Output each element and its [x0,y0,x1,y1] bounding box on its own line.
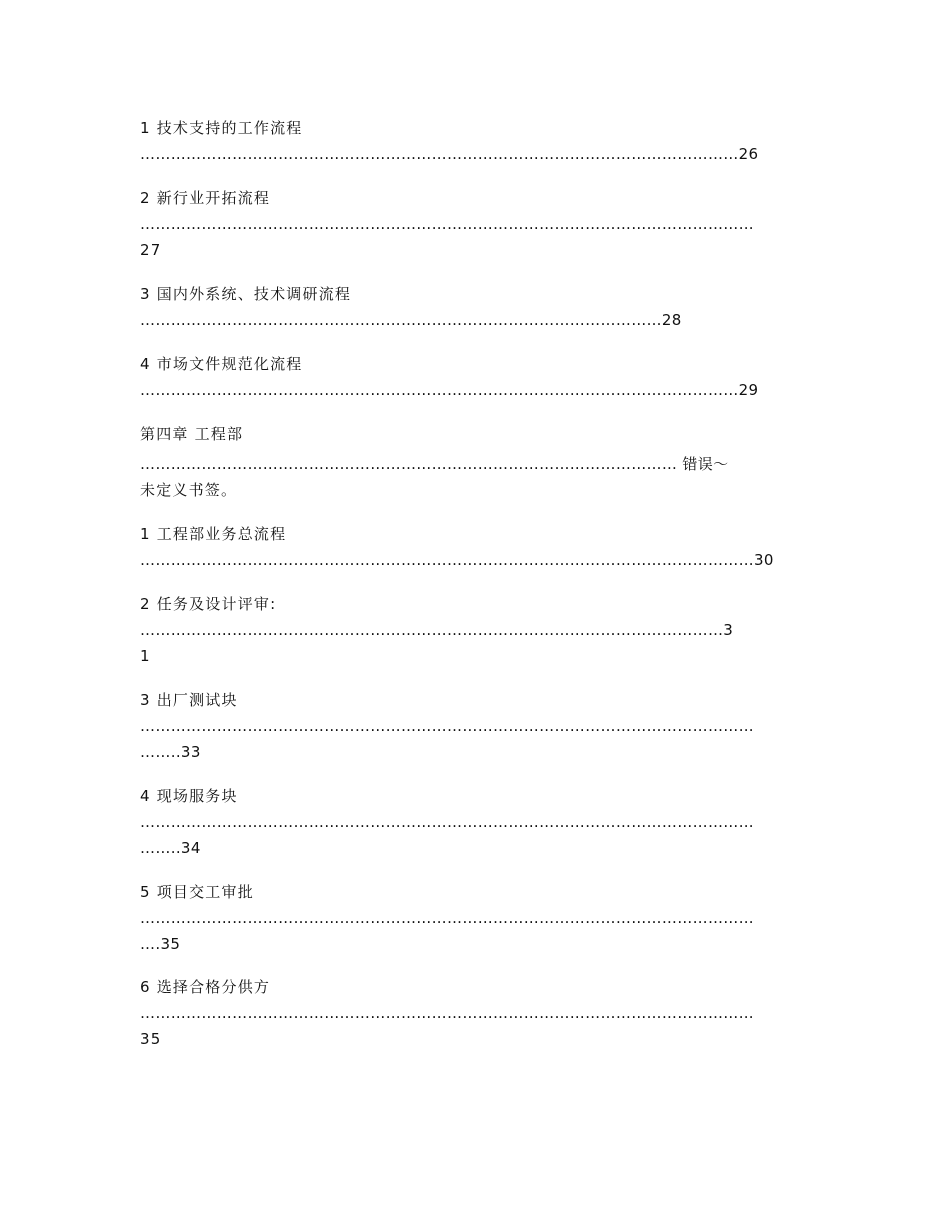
toc-leader: ……………………………………………………………………………………………………3 [140,621,734,639]
toc-page-number: ….35 [140,935,181,953]
toc-title: 5 项目交工审批 [140,883,254,901]
toc-page-number: ……..33 [140,743,201,761]
toc-title: 4 现场服务块 [140,787,238,805]
toc-leader: ………………………………………………………………………………………………………29 [140,381,759,399]
toc-leader: …………………………………………………………………………………………28 [140,311,682,329]
toc-page-number: 35 [140,1030,162,1048]
toc-title: 1 工程部业务总流程 [140,525,287,543]
toc-leader: …………………………………………………………………………………………………………30 [140,551,774,569]
toc-leader: ………………………………………………………………………………………………………… [140,909,754,927]
toc-leader: ………………………………………………………………………………………………………… [140,717,754,735]
toc-page-number: 1 [140,647,151,665]
toc-title: 4 市场文件规范化流程 [140,355,303,373]
toc-chapter-title: 第四章 工程部 [140,425,244,443]
toc-title: 1 技术支持的工作流程 [140,119,303,137]
toc-page-number: ……..34 [140,839,201,857]
toc-leader: ………………………………………………………………………………………………………26 [140,145,759,163]
toc-leader: ………………………………………………………………………………………………………… [140,215,754,233]
toc-leader: ………………………………………………………………………………………………………… [140,813,754,831]
toc-title: 3 出厂测试块 [140,691,238,709]
toc-title: 2 新行业开拓流程 [140,189,271,207]
toc-error-text: 未定义书签。 [140,481,238,499]
toc-page-number: 27 [140,241,162,259]
toc-title: 2 任务及设计评审: [140,595,277,613]
toc-leader: …………………………………………………………………………………………… 错误～ [140,455,729,473]
toc-leader: ………………………………………………………………………………………………………… [140,1004,754,1022]
toc-title: 6 选择合格分供方 [140,978,271,996]
toc-title: 3 国内外系统、技术调研流程 [140,285,352,303]
